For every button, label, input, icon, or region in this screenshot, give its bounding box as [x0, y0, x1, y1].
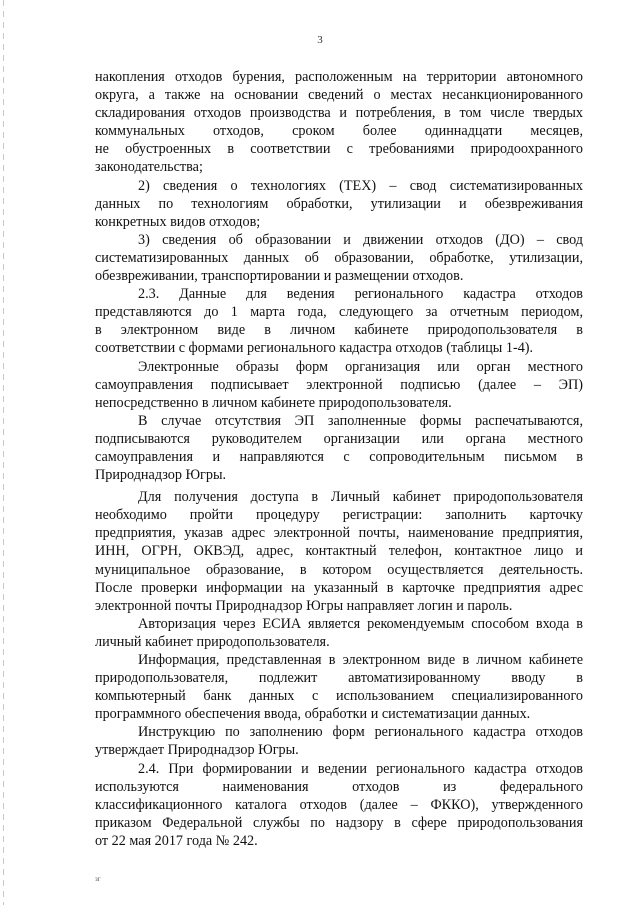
- paragraph-registration: [95, 488, 583, 615]
- text-line: муниципальное образование, в котором осуществляется деятельность.: [95, 561, 583, 578]
- text-line: используются наименования отходов из федерального: [95, 778, 583, 795]
- text-line: Инструкцию по заполнению форм регионального кадастра отходов: [138, 724, 583, 741]
- text-line: необходимо пройти процедуру регистрации: заполнить карточку: [95, 507, 583, 524]
- text-line: конкретных видов отходов;: [95, 213, 261, 230]
- text-line: 2.4. При формировании и ведении регионального кадастра отходов: [138, 760, 583, 777]
- paragraph-2-3: [95, 285, 583, 357]
- paragraph-esia: [95, 615, 583, 651]
- text-line: законодательства;: [95, 159, 203, 176]
- text-line: не обустроенных в соответствии с требованиями природоохранного: [95, 141, 583, 158]
- text-line: от 22 мая 2017 года № 242.: [95, 832, 258, 849]
- text-line: предприятия, указав адрес электронной почты, наименование предприятия,: [95, 525, 583, 542]
- text-line: 3) сведения об образовании и движении отходов (ДО) – свод: [138, 231, 583, 248]
- text-line: Информация, представленная в электронном виде в личном кабинете: [138, 652, 583, 668]
- text-line: Для получения доступа в Личный кабинет природопользователя: [138, 489, 583, 506]
- text-line: самоуправления подписывает электронной подписью (далее – ЭП): [95, 376, 583, 393]
- text-line: утверждает Природнадзор Югры.: [95, 742, 299, 759]
- paragraph-instruction: [95, 723, 583, 759]
- paragraph-data-bank: [95, 651, 583, 723]
- text-line: Электронные образы форм организация или орган местного: [138, 358, 583, 375]
- text-line: Авторизация через ЕСИА является рекомендуемым способом входа в: [138, 615, 583, 632]
- text-line: природопользователя, подлежит автоматизированному вводу в: [95, 670, 583, 687]
- document-body: [95, 68, 583, 850]
- paragraph-no-signature: [95, 412, 583, 484]
- text-line: ИНН, ОГРН, ОКВЭД, адрес, контактный телефон, контактное лицо и: [95, 543, 583, 560]
- paragraph-waste-movement: [95, 231, 583, 285]
- text-line: соответствии с формами регионального кадастра отходов (таблицы 1-4).: [95, 340, 534, 357]
- text-line: в электронном виде в личном кабинете природопользователя в: [95, 322, 583, 339]
- text-line: приказом Федеральной службы по надзору в сфере природопользования: [95, 814, 583, 831]
- text-line: накопления отходов бурения, расположенным на территории автономного: [95, 69, 583, 85]
- text-line: непосредственно в личном кабинете природопользователя.: [95, 394, 452, 411]
- scan-edge-marks: [3, 0, 4, 905]
- text-line: представляются до 1 марта года, следующего за отчетным периодом,: [95, 304, 583, 321]
- text-line: программного обеспечения ввода, обработки и систематизации данных.: [95, 706, 531, 723]
- text-line: классификационного каталога отходов (далее – ФККО), утвержденного: [95, 796, 583, 813]
- text-line: округа, а также на основании сведений о местах несанкционированного: [95, 87, 583, 104]
- text-line: складирования отходов производства и потребления, в том числе твердых: [95, 105, 583, 122]
- text-line: 2) сведения о технологиях (ТЕХ) – свод систематизированных: [138, 177, 583, 194]
- paragraph-electronic-signature: [95, 358, 583, 412]
- text-line: компьютерный банк данных с использованием специализированного: [95, 688, 583, 705]
- paragraph-waste-accumulation: [95, 68, 583, 177]
- text-line: коммунальных отходов, сроком более одиннадцати месяцев,: [95, 123, 583, 140]
- text-line: Природнадзор Югры.: [95, 467, 227, 484]
- text-line: обезвреживании, транспортировании и размещении отходов.: [95, 268, 464, 285]
- footer-stamp: зг: [95, 875, 101, 883]
- text-line: электронной почты Природнадзор Югры направляет логин и пароль.: [95, 597, 513, 614]
- text-line: После проверки информации на указанный в карточке предприятия адрес: [95, 579, 583, 596]
- text-line: подписываются руководителем организации или органа местного: [95, 430, 583, 447]
- text-line: самоуправления и направляются с сопроводительным письмом в: [95, 448, 583, 465]
- paragraph-technologies: [95, 177, 583, 231]
- text-line: В случае отсутствия ЭП заполненные формы распечатываются,: [138, 412, 583, 429]
- page-number: 3: [317, 34, 323, 46]
- text-line: 2.3. Данные для ведения регионального кадастра отходов: [138, 286, 583, 303]
- text-line: систематизированных данных об образовании, обработке, утилизации,: [95, 249, 583, 266]
- text-line: данных по технологиям обработки, утилизации и обезвреживания: [95, 195, 583, 212]
- paragraph-2-4: [95, 760, 583, 850]
- text-line: личный кабинет природопользователя.: [95, 633, 330, 650]
